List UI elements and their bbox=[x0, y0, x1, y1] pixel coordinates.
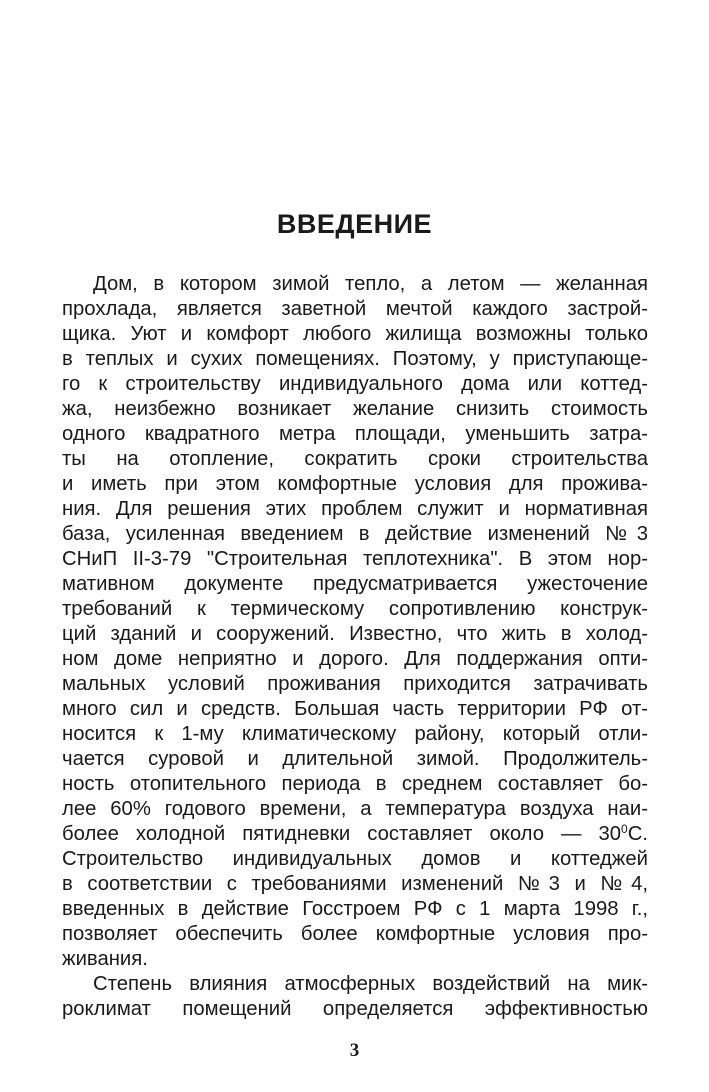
text-line: одного квадратного метра площади, уменьшить затра- bbox=[62, 423, 648, 445]
text-line: введенных в действие Госстроем РФ с 1 марта 1998 г., bbox=[62, 898, 648, 920]
text-line: в соответствии с требованиями изменений №3 и №4, bbox=[62, 873, 648, 895]
text-line: и иметь при этом комфортные условия для прожива- bbox=[62, 473, 648, 495]
text-line: щика. Уют и комфорт любого жилища возможны только bbox=[62, 323, 648, 345]
text-line: живания. bbox=[62, 948, 148, 970]
text-line: Дом, в котором зимой тепло, а летом — желанная bbox=[93, 273, 648, 295]
text-line: в теплых и сухих помещениях. Поэтому, у приступающе- bbox=[62, 348, 648, 370]
degree-unit: С. bbox=[627, 823, 648, 845]
text-line-with-temperature bbox=[62, 822, 648, 847]
text-line: требований к термическому сопротивлению конструк- bbox=[62, 598, 648, 620]
text-line: ния. Для решения этих проблем служит и нормативная bbox=[62, 498, 648, 520]
text-line: прохлада, является заветной мечтой каждого застрой- bbox=[62, 298, 648, 320]
text-line: ном доме неприятно и дорого. Для поддержания опти- bbox=[62, 648, 648, 670]
page-number: 3 bbox=[349, 1040, 360, 1061]
text-line: ность отопительного периода в среднем составляет бо- bbox=[62, 773, 648, 795]
text-line: СНиП II-3-79 "Строительная теплотехника". В этом нор- bbox=[62, 548, 648, 570]
chapter-title: ВВЕДЕНИЕ bbox=[276, 209, 433, 239]
text-line: позволяет обеспечить более комфортные условия про- bbox=[62, 923, 648, 945]
text-line: носится к 1-му климатическому району, который отли- bbox=[62, 723, 648, 745]
text-line: чается суровой и длительной зимой. Продолжитель- bbox=[62, 748, 648, 770]
text-line: роклимат помещений определяется эффективностью bbox=[62, 998, 648, 1020]
text-line: Строительство индивидуальных домов и коттеджей bbox=[62, 848, 648, 870]
text-line: жа, неизбежно возникает желание снизить стоимость bbox=[62, 398, 648, 420]
text-line: много сил и средств. Большая часть территории РФ от- bbox=[62, 698, 648, 720]
text-line: мальных условий проживания приходится затрачивать bbox=[62, 673, 648, 695]
text-line: лее 60% годового времени, а температура воздуха наи- bbox=[62, 798, 648, 820]
text-line: ты на отопление, сократить сроки строительства bbox=[62, 448, 648, 470]
text-line: го к строительству индивидуального дома или коттед- bbox=[62, 373, 648, 395]
text-line: мативном документе предусматривается ужесточение bbox=[62, 573, 648, 595]
degree-superscript: 0 bbox=[621, 822, 628, 836]
text-line: ций зданий и сооружений. Известно, что жить в холод- bbox=[62, 623, 648, 645]
text-line: база, усиленная введением в действие изменений №3 bbox=[62, 523, 648, 545]
text-line: Степень влияния атмосферных воздействий на мик- bbox=[93, 973, 648, 995]
text-line-segment: более холодной пятидневки составляет около — 30 bbox=[62, 823, 622, 845]
